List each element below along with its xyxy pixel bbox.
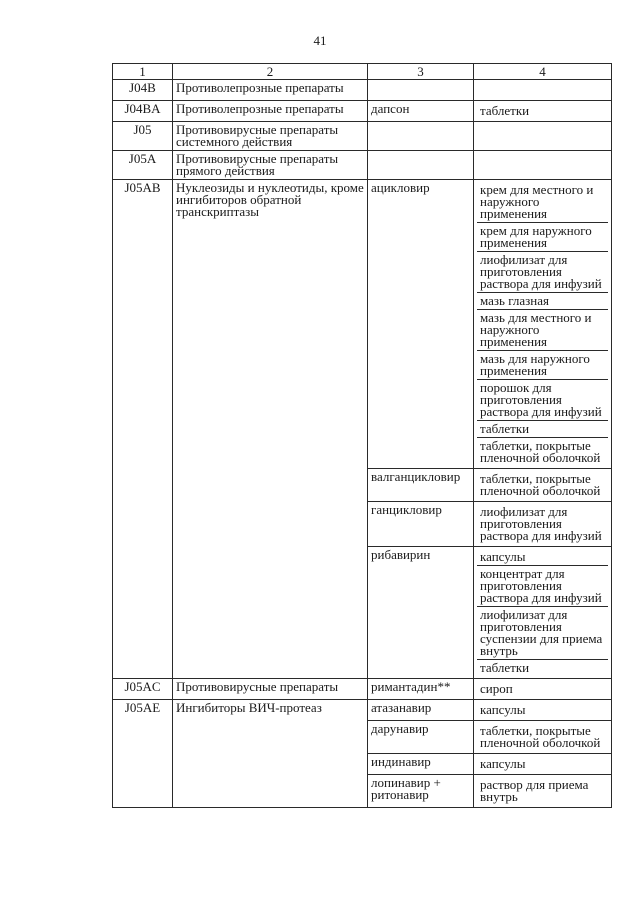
dosage-forms (474, 80, 612, 101)
dosage-form: таблетки, покрытые пленочной оболочкой (480, 438, 601, 465)
dosage-forms (474, 101, 612, 122)
drug-name (368, 80, 474, 101)
group-name: Противовирусные препараты системного действия (173, 122, 368, 151)
group-name: Нуклеозиды и нуклеотиды, кроме ингибиторов обратной транскриптазы (173, 180, 368, 679)
dosage-form: лиофилизат для приготовления раствора для инфузий (480, 504, 602, 543)
dosage-forms (474, 469, 612, 502)
drug-name (368, 122, 474, 151)
dosage-forms (474, 721, 612, 754)
dosage-form: мазь для местного и наружного применения (477, 310, 608, 351)
atc-code: J05A (113, 151, 173, 180)
dosage-forms (474, 547, 612, 679)
dosage-forms (474, 754, 612, 775)
dosage-form: мазь глазная (477, 293, 608, 310)
drug-name: лопинавир + ритонавир (368, 775, 474, 808)
dosage-forms (474, 180, 612, 469)
drug-name: дарунавир (368, 721, 474, 754)
table-row (113, 80, 612, 101)
group-name: Ингибиторы ВИЧ-протеаз (173, 700, 368, 808)
dosage-form: таблетки, покрытые пленочной оболочкой (480, 471, 601, 498)
atc-code: J05AB (113, 180, 173, 679)
dosage-form: капсулы (480, 756, 526, 771)
group-name: Противовирусные препараты (173, 679, 368, 700)
table-row (113, 122, 612, 151)
dosage-form: порошок для приготовления раствора для инфузий (477, 380, 608, 421)
dosage-forms (474, 502, 612, 547)
group-name: Противовирусные препараты прямого действия (173, 151, 368, 180)
dosage-forms (474, 151, 612, 180)
drug-name: ганцикловир (368, 502, 474, 547)
column-header-2: 2 (173, 64, 368, 80)
dosage-form: концентрат для приготовления раствора для инфузий (477, 566, 608, 607)
drug-name: дапсон (368, 101, 474, 122)
drug-table (112, 63, 612, 808)
dosage-form: капсулы (477, 549, 608, 566)
drug-name (368, 151, 474, 180)
page-number: 41 (313, 33, 327, 48)
group-name: Противолепрозные препараты (173, 80, 368, 101)
table-row (113, 180, 612, 469)
column-header-3: 3 (368, 64, 474, 80)
atc-code: J05AE (113, 700, 173, 808)
drug-name: индинавир (368, 754, 474, 775)
table-row (113, 151, 612, 180)
dosage-form: таблетки, покрытые пленочной оболочкой (480, 723, 601, 750)
dosage-form: таблетки (480, 103, 530, 118)
table-body (113, 64, 612, 808)
dosage-forms (474, 122, 612, 151)
drug-name: римантадин** (368, 679, 474, 700)
dosage-form: таблетки (480, 660, 530, 675)
dosage-form: раствор для приема внутрь (480, 777, 589, 804)
dosage-form: капсулы (480, 702, 526, 717)
group-name: Противолепрозные препараты (173, 101, 368, 122)
dosage-form: сироп (480, 681, 513, 696)
header-row (113, 64, 612, 80)
dosage-forms (474, 775, 612, 808)
column-header-1: 1 (113, 64, 173, 80)
atc-code: J05 (113, 122, 173, 151)
atc-code: J04B (113, 80, 173, 101)
drug-name: валганцикловир (368, 469, 474, 502)
dosage-form: таблетки (477, 421, 608, 438)
table-row (113, 101, 612, 122)
table-row (113, 700, 612, 721)
dosage-form: лиофилизат для приготовления раствора для инфузий (477, 252, 608, 293)
dosage-form: крем для наружного применения (477, 223, 608, 252)
drug-name: рибавирин (368, 547, 474, 679)
atc-code: J05AC (113, 679, 173, 700)
dosage-form: крем для местного и наружного применения (477, 182, 608, 223)
column-header-4: 4 (474, 64, 612, 80)
dosage-forms (474, 679, 612, 700)
dosage-forms (474, 700, 612, 721)
table-row (113, 679, 612, 700)
drug-name: ацикловир (368, 180, 474, 469)
dosage-form: лиофилизат для приготовления суспензии для приема внутрь (477, 607, 608, 660)
dosage-form: мазь для наружного применения (477, 351, 608, 380)
drug-name: атазанавир (368, 700, 474, 721)
atc-code: J04BA (113, 101, 173, 122)
